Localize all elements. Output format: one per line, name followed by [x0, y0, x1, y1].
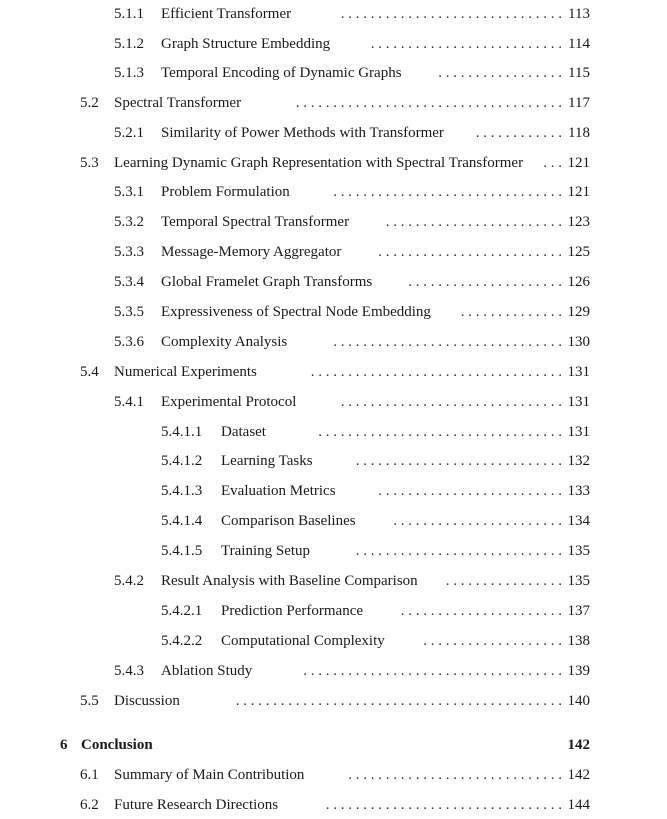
dot-leader: . . . . . . . . . . . . . . . . . . . . . . . . .: [378, 244, 562, 260]
entry-page-number: 144: [567, 797, 590, 813]
toc-entry[interactable]: [0, 91, 667, 115]
dot-leader: . . . . . . . . . . . . . . . . . . . . . . . . . . . . . . . . . .: [310, 364, 562, 380]
entry-page-number: 137: [567, 603, 590, 619]
entry-title: Learning Tasks: [221, 453, 313, 469]
entry-page-number: 114: [568, 36, 590, 52]
entry-number: 5.3.5: [114, 304, 144, 320]
entry-page-number: 140: [567, 693, 590, 709]
entry-title: Numerical Experiments: [114, 364, 257, 380]
entry-number: 6.1: [80, 767, 99, 783]
toc-entry[interactable]: [0, 210, 667, 234]
entry-page-number: 139: [567, 663, 590, 679]
entry-title: Graph Structure Embedding: [161, 36, 331, 52]
entry-page-number: 115: [568, 65, 590, 81]
dot-leader: . . . . . . . . . . . . . . . . . . . . . . . . . .: [370, 36, 562, 52]
dot-leader: . . . . . . . . . . . . . . . .: [445, 573, 562, 589]
dot-leader: . . . . . . . . . . . . . . . . . . . . . .: [400, 603, 562, 619]
entry-title: Future Research Directions: [114, 797, 279, 813]
dot-leader: . . . . . . . . . . . . . . . . . . . . . . . . . . . . . . . .: [325, 797, 562, 813]
toc-entry[interactable]: [0, 240, 667, 264]
entry-title: Conclusion: [81, 737, 153, 753]
toc-entry[interactable]: [0, 509, 667, 533]
entry-number: 5.4: [80, 364, 99, 380]
entry-title: Ablation Study: [161, 663, 253, 679]
entry-title: Learning Dynamic Graph Representation with Spectral Transformer: [114, 155, 524, 171]
dot-leader: . . . . . . . . . . . . . .: [460, 304, 562, 320]
entry-number: 5.3.4: [114, 274, 144, 290]
toc-entry[interactable]: [0, 449, 667, 473]
toc-entry[interactable]: [0, 300, 667, 324]
toc-entry[interactable]: [0, 659, 667, 683]
dot-leader: . . . . . . . . . . . . . . . . . . . . . . . .: [385, 214, 562, 230]
entry-number: 5.4.2: [114, 573, 144, 589]
toc-entry[interactable]: [0, 151, 667, 175]
entry-page-number: 130: [567, 334, 590, 350]
entry-title: Training Setup: [221, 543, 311, 559]
entry-number: 5.4.1: [114, 394, 144, 410]
dot-leader: . . . . . . . . . . . . . . . . . . . . . . . . . . . . . .: [340, 394, 562, 410]
entry-title: Spectral Transformer: [114, 95, 242, 111]
entry-number: 5.4.3: [114, 663, 144, 679]
entry-number: 5.3.2: [114, 214, 144, 230]
toc-entry[interactable]: [0, 121, 667, 145]
entry-page-number: 121: [567, 155, 590, 171]
entry-number: 5.5: [80, 693, 99, 709]
dot-leader: . . . . . . . . . . . . . . . . . . . . . . . . . . . . . . . . . . . .: [295, 95, 562, 111]
dot-leader: . . . . . . . . . . . . . . . . . . . . . . . . . . . . . . . . . . .: [303, 663, 562, 679]
toc-entry[interactable]: [0, 763, 667, 787]
toc-entry[interactable]: [0, 599, 667, 623]
toc-entry[interactable]: [0, 330, 667, 354]
entry-number: 5.3.6: [114, 334, 144, 350]
entry-title: Temporal Spectral Transformer: [161, 214, 350, 230]
entry-page-number: 121: [567, 184, 590, 200]
toc-chapter-entry[interactable]: [0, 733, 667, 757]
entry-page-number: 118: [568, 125, 590, 141]
dot-leader: . . . . . . . . . . . . . . . . . . . . . . . . . . . .: [355, 543, 562, 559]
entry-number: 5.3.1: [114, 184, 144, 200]
entry-number: 5.1.1: [114, 6, 144, 22]
entry-page-number: 138: [567, 633, 590, 649]
entry-number: 5.2: [80, 95, 99, 111]
entry-title: Message-Memory Aggregator: [161, 244, 342, 260]
entry-page-number: 135: [567, 543, 590, 559]
entry-page-number: 131: [567, 394, 590, 410]
dot-leader: . . . . . . . . . . . . . . . . . . . . .: [408, 274, 562, 290]
entry-number: 5.4.1.5: [161, 543, 203, 559]
entry-number: 5.4.2.1: [161, 603, 203, 619]
entry-number: 6.2: [80, 797, 99, 813]
entry-page-number: 133: [567, 483, 590, 499]
entry-number: 5.1.2: [114, 36, 144, 52]
entry-number: 5.1.3: [114, 65, 144, 81]
entry-page-number: 142: [567, 737, 590, 753]
dot-leader: . . . . . . . . . . . . . . . . . . . . . . .: [393, 513, 562, 529]
dot-leader: . . .: [543, 155, 562, 171]
entry-page-number: 117: [568, 95, 590, 111]
toc-entry[interactable]: [0, 2, 667, 26]
entry-title: Evaluation Metrics: [221, 483, 336, 499]
toc-entry[interactable]: [0, 61, 667, 85]
entry-number: 5.4.1.2: [161, 453, 203, 469]
toc-entry[interactable]: [0, 569, 667, 593]
dot-leader: . . . . . . . . . . . . . . . . . . . . . . . . .: [378, 483, 562, 499]
entry-page-number: 125: [567, 244, 590, 260]
entry-title: Expressiveness of Spectral Node Embedding: [161, 304, 431, 320]
entry-page-number: 126: [567, 274, 590, 290]
dot-leader: . . . . . . . . . . . . . . . . . . . . . . . . . . . . .: [348, 767, 562, 783]
toc-entry[interactable]: [0, 479, 667, 503]
entry-title: Problem Formulation: [161, 184, 290, 200]
entry-page-number: 132: [567, 453, 590, 469]
entry-title: Result Analysis with Baseline Comparison: [161, 573, 418, 589]
entry-title: Similarity of Power Methods with Transformer: [161, 125, 444, 141]
dot-leader: . . . . . . . . . . . . . . . . .: [438, 65, 562, 81]
entry-page-number: 123: [567, 214, 590, 230]
entry-page-number: 142: [567, 767, 590, 783]
toc-entry[interactable]: [0, 689, 667, 713]
toc-entry[interactable]: [0, 793, 667, 817]
entry-page-number: 129: [567, 304, 590, 320]
dot-leader: . . . . . . . . . . . . . . . . . . .: [423, 633, 562, 649]
entry-title: Computational Complexity: [221, 633, 385, 649]
entry-number: 5.4.1.4: [161, 513, 203, 529]
entry-page-number: 113: [568, 6, 590, 22]
toc-entry[interactable]: [0, 270, 667, 294]
entry-page-number: 131: [567, 424, 590, 440]
dot-leader: . . . . . . . . . . . . . . . . . . . . . . . . . . . . . . . . . . . . . . . . . . . .: [235, 693, 562, 709]
dot-leader: . . . . . . . . . . . . . . . . . . . . . . . . . . . . . . .: [333, 334, 562, 350]
entry-number: 5.3.3: [114, 244, 144, 260]
toc-entry[interactable]: [0, 420, 667, 444]
entry-title: Temporal Encoding of Dynamic Graphs: [161, 65, 402, 81]
dot-leader: . . . . . . . . . . . . . . . . . . . . . . . . . . . .: [355, 453, 562, 469]
entry-number: 6: [60, 737, 68, 753]
dot-leader: . . . . . . . . . . . . . . . . . . . . . . . . . . . . . . .: [333, 184, 562, 200]
entry-number: 5.4.1.1: [161, 424, 203, 440]
toc-entry[interactable]: [0, 390, 667, 414]
toc-entry[interactable]: [0, 539, 667, 563]
toc-entry[interactable]: [0, 360, 667, 384]
toc-entry[interactable]: [0, 180, 667, 204]
entry-number: 5.4.2.2: [161, 633, 203, 649]
entry-page-number: 131: [567, 364, 590, 380]
entry-number: 5.3: [80, 155, 99, 171]
entry-page-number: 135: [567, 573, 590, 589]
dot-leader: . . . . . . . . . . . . . . . . . . . . . . . . . . . . . .: [340, 6, 562, 22]
entry-title: Experimental Protocol: [161, 394, 297, 410]
dot-leader: . . . . . . . . . . . . . . . . . . . . . . . . . . . . . . . . .: [318, 424, 562, 440]
entry-title: Comparison Baselines: [221, 513, 356, 529]
entry-title: Dataset: [221, 424, 266, 440]
entry-title: Discussion: [114, 693, 180, 709]
entry-title: Complexity Analysis: [161, 334, 288, 350]
entry-title: Global Framelet Graph Transforms: [161, 274, 373, 290]
toc-entry[interactable]: [0, 32, 667, 56]
entry-title: Prediction Performance: [221, 603, 364, 619]
entry-number: 5.2.1: [114, 125, 144, 141]
entry-number: 5.4.1.3: [161, 483, 203, 499]
dot-leader: . . . . . . . . . . . .: [475, 125, 562, 141]
entry-title: Summary of Main Contribution: [114, 767, 305, 783]
entry-page-number: 134: [567, 513, 590, 529]
entry-title: Efficient Transformer: [161, 6, 292, 22]
toc-entry[interactable]: [0, 629, 667, 653]
